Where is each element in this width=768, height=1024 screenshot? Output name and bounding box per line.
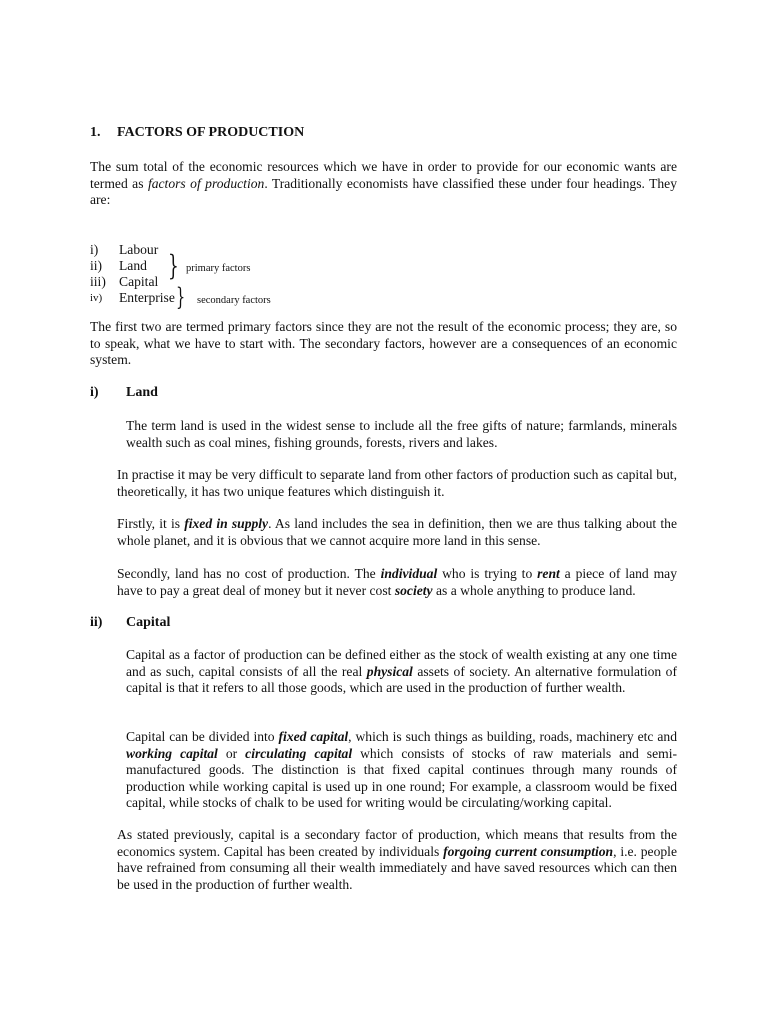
- land-p4-text-e: a piece of land may have to pay a great deal of money but it never cost: [117, 566, 677, 598]
- list-item-label: Capital: [119, 274, 159, 289]
- section-title: Land: [126, 385, 158, 400]
- intro-text-a: The sum total of the economic resources which we have in order to provide for our economic wants are termed as: [90, 159, 677, 191]
- capital-p2-text-c: , which is such things as building, roads, machinery etc and: [348, 729, 678, 744]
- capital-p2-text-g: which consists of stocks of raw materials and semi-manufactured goods. The distinction is that fixed capital continues through many rounds of production while working capital is used up in one round; For example, a classroom would be fixed capital, while stocks of chalk to be used for writing would be circulating/working capital.: [126, 745, 677, 811]
- section-number: i): [90, 385, 99, 400]
- list-item-number: i): [90, 242, 99, 257]
- land-paragraph-1: The term land is used in the widest sense to include all the free gifts of nature; farmlands, minerals wealth such as coal mines, fishing grounds, forests, rivers and lakes.: [126, 418, 677, 450]
- primary-secondary-paragraph: The first two are termed primary factors since they are not the result of the economic process; they are, so to speak, what we have to start with. The secondary factors, however are a consequences of an economic system.: [90, 319, 677, 368]
- capital-paragraph-2: [126, 729, 677, 812]
- capital-p2-emphasis-fixed: fixed capital: [278, 729, 349, 744]
- land-p4-emphasis-rent: rent: [537, 566, 560, 581]
- land-p4-emphasis-society: society: [394, 582, 433, 598]
- capital-p1-text-a: Capital as a factor of production can be defined either as the stock of wealth existing at any one time and as such, capital consists of all the real: [126, 647, 677, 679]
- capital-paragraph-3: [117, 827, 677, 893]
- capital-p1-emphasis: physical: [366, 663, 413, 679]
- capital-p2-emphasis-circulating: circulating capital: [245, 745, 353, 761]
- capital-p3-text-c: , i.e. people have refrained from consuming all their wealth immediately and have saved resources which can then be used in the production of further wealth.: [117, 843, 677, 892]
- primary-factors-label: primary factors: [186, 263, 251, 274]
- secondary-brace-icon: }: [176, 283, 186, 311]
- land-paragraph-3: [117, 516, 677, 549]
- list-item-label: Enterprise: [119, 290, 175, 305]
- land-p4-text-c: who is trying to: [437, 566, 538, 581]
- title-number: 1.: [90, 125, 101, 140]
- section-number: ii): [90, 615, 103, 630]
- land-p3-text-a: Firstly, it is: [117, 516, 185, 531]
- capital-p1-text-c: assets of society. An alternative formulation of capital is that it refers to all those goods, which are used in the production of further wealth.: [126, 663, 677, 696]
- capital-p3-text-a: As stated previously, capital is a secondary factor of production, which means that results from the economics system. Capital has been created by individuals: [117, 827, 677, 859]
- capital-p3-emphasis: forgoing current consumption: [443, 843, 614, 859]
- secondary-factors-label: secondary factors: [197, 295, 271, 306]
- section-title: Capital: [126, 615, 171, 630]
- land-p3-emphasis: fixed in supply: [184, 516, 269, 531]
- capital-p2-text-e: or: [217, 745, 246, 761]
- land-p4-text-g: as a whole anything to produce land.: [432, 582, 636, 598]
- list-item-number: iv): [90, 292, 103, 304]
- intro-emphasis: factors of production: [147, 175, 265, 191]
- title-text: FACTORS OF PRODUCTION: [117, 125, 305, 140]
- capital-p2-emphasis-working: working capital: [126, 745, 218, 761]
- land-paragraph-4: [117, 566, 677, 599]
- intro-paragraph: [90, 159, 677, 209]
- land-paragraph-2: In practise it may be very difficult to separate land from other factors of production such as capital but, theoretically, it has two unique features which distinguish it.: [117, 467, 677, 499]
- primary-brace-icon: }: [168, 249, 179, 282]
- intro-text-c: . Traditionally economists have classified these under four headings. They are:: [90, 175, 677, 208]
- land-p4-text-a: Secondly, land has no cost of production. The: [117, 566, 381, 581]
- list-item-number: iii): [90, 274, 106, 289]
- capital-p2-text-a: Capital can be divided into: [126, 729, 279, 744]
- land-p4-emphasis-individual: individual: [380, 566, 438, 581]
- list-item-number: ii): [90, 258, 103, 273]
- list-item-label: Land: [119, 258, 147, 273]
- land-p3-text-c: . As land includes the sea in definition, then we are thus talking about the whole planet, and it is obvious that we cannot acquire more land in this sense.: [117, 516, 677, 548]
- list-item-label: Labour: [119, 242, 159, 257]
- page-title: [90, 125, 304, 142]
- capital-paragraph-1: [126, 647, 677, 697]
